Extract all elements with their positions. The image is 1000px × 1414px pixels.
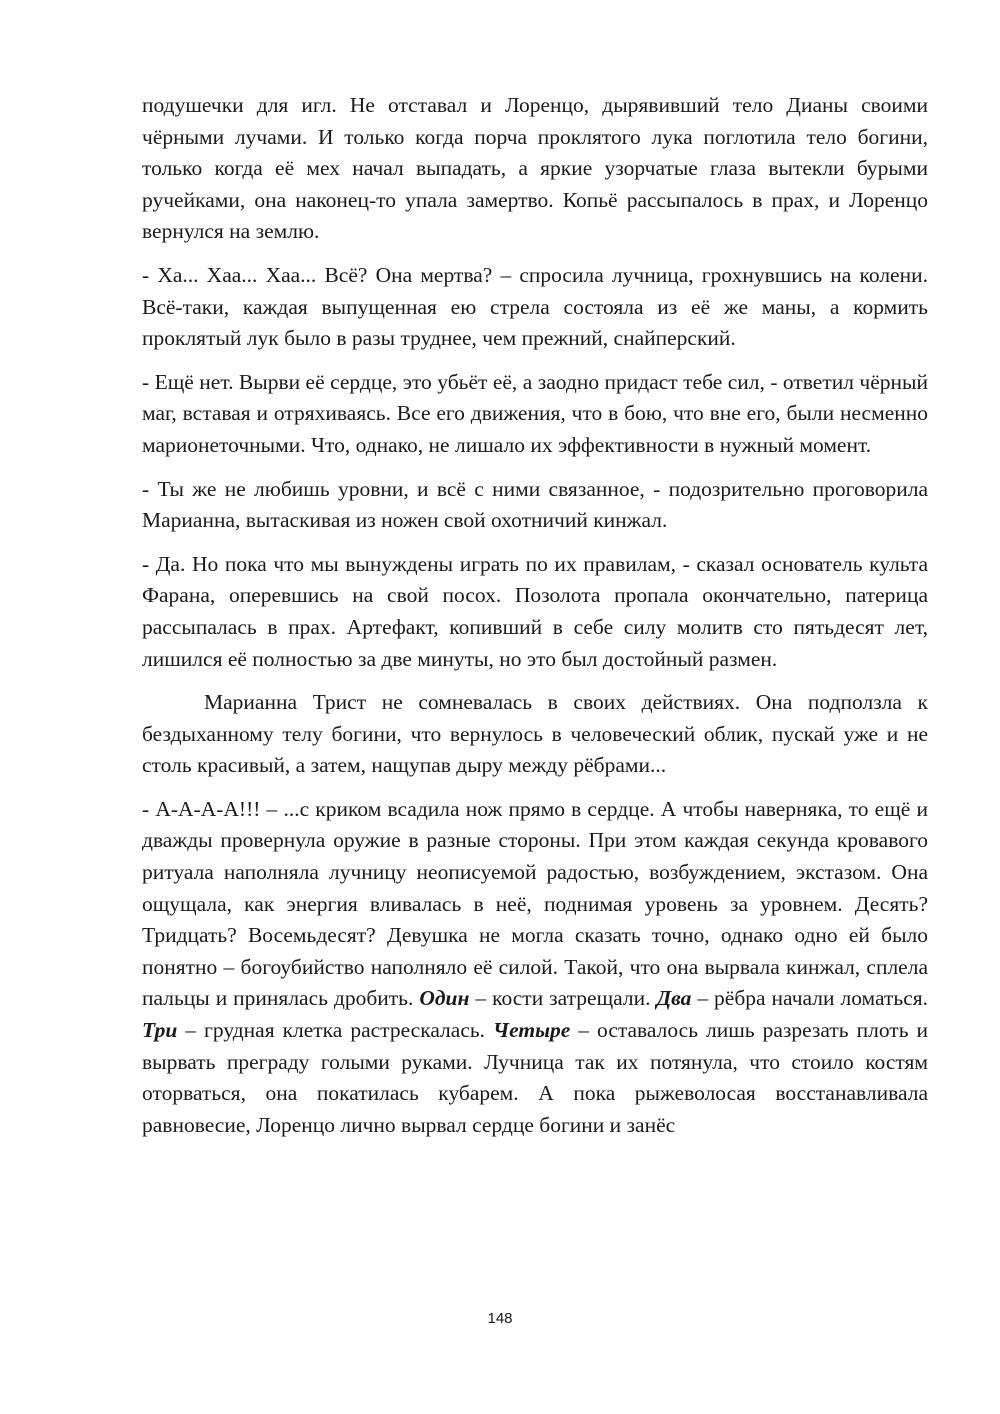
page-number: 148: [487, 1310, 513, 1327]
count-three: Три: [142, 1018, 178, 1043]
paragraph-7-text-3: – рёбра начали ломаться.: [691, 986, 929, 1011]
paragraph-3: - Ещё нет. Вырви её сердце, это убьёт её, а заодно придаст тебе сил, - ответил чёрный маг, вставая и отряхиваясь. Все его движения, что в бою, что вне его, были несменно марионеточными. Что, однако, не лишало их эффективности в нужный момент.: [142, 369, 928, 457]
paragraph-7-text-5: – оставалось лишь разрезать плоть и вырвать преграду голыми руками. Лучница так их потянула, что стоило костям оторваться, она покатилась кубарем. А пока рыжеволосая восстанавливала равновесие, Лоренцо лично вырвал сердце богини и занёс: [142, 1018, 928, 1137]
count-one: Один: [419, 986, 470, 1011]
paragraph-7-text-4: – грудная клетка растрескалась.: [177, 1018, 494, 1043]
paragraph-1: подушечки для игл. Не отставал и Лоренцо, дырявивший тело Дианы своими чёрными лучами. И только когда порча проклятого лука поглотила тело богини, только когда её мех начал выпадать, а яркие узорчатые глаза вытекли бурыми ручейками, она наконец-то упала замертво. Копьё рассыпалось в прах, и Лоренцо вернулся на землю.: [142, 93, 928, 244]
paragraph-6: Марианна Трист не сомневалась в своих действиях. Она подползла к бездыханному телу богини, что вернулось в человеческий облик, пускай уже и не столь красивый, а затем, нащупав дыру между рёбрами...: [142, 690, 928, 778]
count-two: Два: [656, 986, 692, 1011]
paragraph-7: [142, 794, 928, 1142]
paragraph-4: - Ты же не любишь уровни, и всё с ними связанное, - подозрительно проговорила Марианна, вытаскивая из ножен свой охотничий кинжал.: [142, 476, 928, 533]
paragraph-7-text-2: – кости затрещали.: [469, 986, 657, 1011]
page-body-text: [142, 90, 928, 1153]
paragraph-7-text-1: - А-А-А-А!!! – ...с криком всадила нож прямо в сердце. А чтобы наверняка, то ещё и дважды провернула оружие в разные стороны. При этом каждая секунда кровавого ритуала наполняла лучницу неописуемой радостью, возбуждением, экстазом. Она ощущала, как энергия вливалась в неё, поднимая уровень за уровнем. Десять? Тридцать? Восемьдесят? Девушка не могла сказать точно, однако одно ей было понятно – богоубийство наполняло её силой. Такой, что она вырвала кинжал, сплела пальцы и принялась дробить.: [142, 796, 928, 1011]
paragraph-5: - Да. Но пока что мы вынуждены играть по их правилам, - сказал основатель культа Фарана, оперевшись на свой посох. Позолота пропала окончательно, патерица рассыпалась в прах. Артефакт, копивший в себе силу молитв сто пятьдесят лет, лишился её полностью за две минуты, но это был достойный размен.: [142, 551, 928, 671]
count-four: Четыре: [493, 1018, 571, 1043]
paragraph-2: - Ха... Хаа... Хаа... Всё? Она мертва? – спросила лучница, грохнувшись на колени. Всё-таки, каждая выпущенная ею стрела состояла из её же маны, а кормить проклятый лук было в разы труднее, чем прежний, снайперский.: [142, 262, 928, 351]
